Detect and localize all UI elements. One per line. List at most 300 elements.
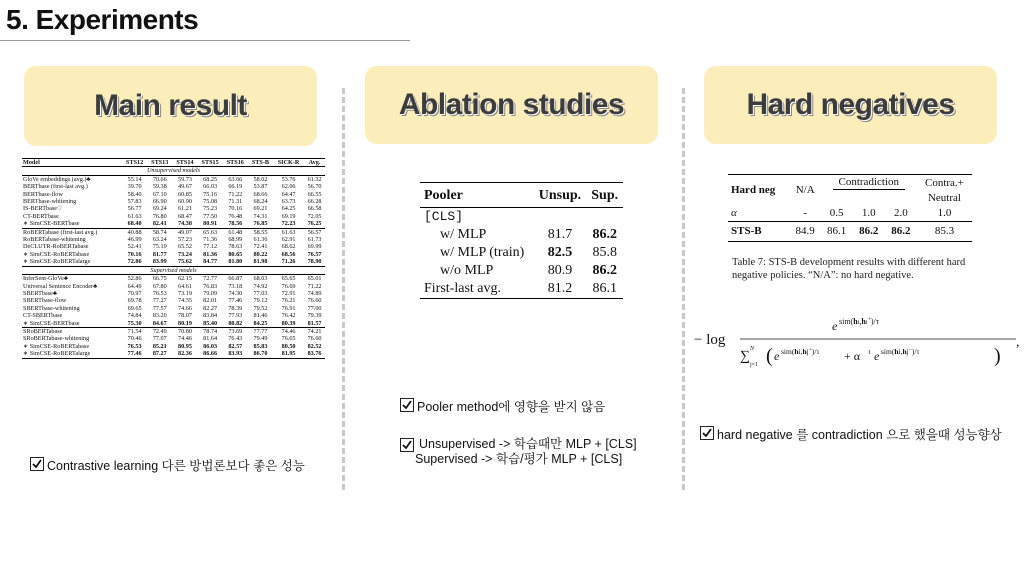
ablation-note-1-text: Pooler method에 영향을 받지 않음 xyxy=(417,400,606,414)
main-table-cell: 76.80 xyxy=(152,212,167,220)
checkbox-icon xyxy=(30,457,44,471)
main-result-note-text: Contrastive learning 다른 방법론보다 좋은 성능 xyxy=(47,459,305,473)
table-row xyxy=(22,275,325,283)
main-table-cell: 84.25 xyxy=(253,319,268,327)
main-table-cell: 68.56 xyxy=(281,250,296,258)
main-table-cell: 70.66 xyxy=(152,175,167,183)
main-table-cell: 68.47 xyxy=(177,212,192,220)
main-table-cell: 53.76 xyxy=(281,175,296,183)
main-table-cell: 70.46 xyxy=(127,335,142,343)
main-table-cell: 74.89 xyxy=(307,289,322,297)
main-table-cell: 65.63 xyxy=(198,228,223,236)
main-table-cell: 76.69 xyxy=(281,282,296,290)
main-table-cell: 71.22 xyxy=(228,190,243,198)
main-table-cell: 82.36 xyxy=(172,350,197,358)
main-table-cell: 86.70 xyxy=(248,350,273,358)
main-table-header: STS15 xyxy=(198,159,223,167)
table-row xyxy=(22,191,325,198)
main-table-model: InferSent-GloVe♣ xyxy=(23,275,68,283)
card-title-ablation: Ablation studies xyxy=(365,66,658,144)
main-table-cell: 81.80 xyxy=(228,258,243,266)
main-table-cell: 53.87 xyxy=(253,183,268,191)
main-table-cell: 74.30 xyxy=(228,289,243,297)
main-table-cell: 66.58 xyxy=(307,205,322,213)
ablation-cell: 81.7 xyxy=(547,227,573,242)
main-table-cell: 80.91 xyxy=(203,220,218,228)
main-table-cell: 87.27 xyxy=(147,350,172,358)
main-table-model: SBERTbase-whitening xyxy=(23,304,80,312)
table-row xyxy=(22,283,325,290)
main-table-header: SICK-R xyxy=(273,159,304,167)
ablation-note-2-line2: Supervised -> 학습/평가 MLP + [CLS] xyxy=(415,452,623,466)
main-table-model: ∗ SimCSE-RoBERTalarge xyxy=(22,350,122,358)
main-table-model: ∗ SimCSE-BERTbase xyxy=(23,319,80,327)
card-title-hard-negatives: Hard negatives xyxy=(704,66,997,144)
main-table-cell: 82.41 xyxy=(152,220,167,228)
main-table-cell: 61.73 xyxy=(307,236,322,244)
main-table-model: GloVe embeddings (avg.)♣ xyxy=(23,175,91,183)
main-table-cell: 75.16 xyxy=(203,190,218,198)
main-table-model: RoBERTabase-whitening xyxy=(23,236,86,244)
main-table-cell: 58.02 xyxy=(253,175,268,183)
main-table-cell: 75.19 xyxy=(152,243,167,251)
main-table-cell: 76.65 xyxy=(281,335,296,343)
main-table-cell: 71.36 xyxy=(203,236,218,244)
main-table-cell: 83.99 xyxy=(152,258,167,266)
main-table-cell: 76.53 xyxy=(152,289,167,297)
main-table-cell: 74.35 xyxy=(177,297,192,305)
hn-sts-cell: 86.2 xyxy=(885,222,917,242)
main-table-model: RoBERTabase (first-last avg.) xyxy=(22,228,122,236)
main-table-cell: 70.97 xyxy=(127,289,142,297)
main-table-cell: 77.57 xyxy=(152,304,167,312)
main-table-cell: 78.56 xyxy=(228,220,243,228)
main-table-cell: 79.49 xyxy=(253,335,268,343)
loss-formula xyxy=(694,312,1024,372)
main-table-section-label: Unsupervised models xyxy=(22,167,325,175)
main-table-cell: 80.50 xyxy=(281,342,296,350)
main-table-cell: 74.46 xyxy=(273,327,304,335)
main-table-cell: 61.63 xyxy=(127,212,142,220)
main-table-cell: 74.66 xyxy=(177,304,192,312)
main-table-cell: 78.74 xyxy=(198,327,223,335)
main-table-cell: 66.75 xyxy=(152,275,167,283)
main-table-cell: 79.39 xyxy=(307,312,322,320)
main-table-section-label: Supervised models xyxy=(22,266,325,274)
main-table-model: IS-BERTbase♡ xyxy=(23,205,63,213)
main-table-model: BERTbase-flow xyxy=(23,190,63,198)
main-table-cell: 77.46 xyxy=(228,297,243,305)
main-table-cell: 76.53 xyxy=(127,342,142,350)
main-table-cell: 65.52 xyxy=(177,243,192,251)
main-table-cell: 80.95 xyxy=(177,342,192,350)
table-row xyxy=(22,343,325,350)
main-table-cell: 82.57 xyxy=(228,342,243,350)
table-row xyxy=(22,236,325,243)
main-table-cell: 71.54 xyxy=(122,327,147,335)
hn-sts-cell: 86.1 xyxy=(821,222,853,242)
main-table-cell: 69.21 xyxy=(253,205,268,213)
main-table-cell: 78.39 xyxy=(228,304,243,312)
main-table-cell: 84.77 xyxy=(203,258,218,266)
main-table-cell: 61.63 xyxy=(273,228,304,236)
main-table-model: ∗ SimCSE-BERTbase xyxy=(23,220,80,228)
table-row xyxy=(22,305,325,312)
main-table-cell: 49.07 xyxy=(172,228,197,236)
svg-text:): ) xyxy=(994,345,1001,367)
table-row xyxy=(22,335,325,342)
main-table-cell: 77.03 xyxy=(253,289,268,297)
ablation-cell: 86.2 xyxy=(592,227,617,242)
main-table-cell: 76.91 xyxy=(281,304,296,312)
main-table-cell: 80.65 xyxy=(228,250,243,258)
main-table-cell: 85.21 xyxy=(152,342,167,350)
main-table-cell: 70.16 xyxy=(127,250,142,258)
main-table-cell: 68.99 xyxy=(228,236,243,244)
main-table-model: BERTbase-whitening xyxy=(23,198,77,206)
svg-text:+ α: + α xyxy=(844,349,861,363)
main-table-cell: 68.62 xyxy=(281,243,296,251)
main-table-cell: 72.49 xyxy=(147,327,172,335)
main-table-cell: 75.30 xyxy=(127,319,142,327)
main-table-cell: 68.40 xyxy=(127,220,142,228)
main-table-cell: 66.90 xyxy=(152,198,167,206)
main-table-cell: 56.77 xyxy=(127,205,142,213)
main-result-note xyxy=(30,456,305,474)
main-table-cell: 73.24 xyxy=(177,250,192,258)
main-table-cell: 82.27 xyxy=(203,304,218,312)
card-title-main-result: Main result xyxy=(24,66,317,146)
main-table-cell: 74.92 xyxy=(253,282,268,290)
main-table-cell: 52.41 xyxy=(127,243,142,251)
table-row xyxy=(22,290,325,297)
checkbox-icon xyxy=(400,398,414,412)
hard-neg-table xyxy=(728,174,972,242)
main-table-header: STS-B xyxy=(248,159,273,167)
main-table-cell: 81.77 xyxy=(152,250,167,258)
main-table-cell: 72.86 xyxy=(127,258,142,266)
ablation-header-unsup: Unsup. xyxy=(534,183,587,208)
main-table-header: Model xyxy=(22,159,122,167)
table-row xyxy=(22,220,325,228)
ablation-note-2 xyxy=(400,437,637,467)
main-table-cell: 75.08 xyxy=(203,198,218,206)
hn-alpha-cell: - xyxy=(803,207,807,219)
svg-text:sim(hi,hj−)/τ: sim(hi,hj−)/τ xyxy=(881,347,920,356)
svg-text:∑: ∑ xyxy=(740,349,750,364)
main-table-cell: 80.82 xyxy=(228,319,243,327)
ablation-cell: 82.5 xyxy=(547,245,573,260)
main-table-model: BERTbase (first-last avg.) xyxy=(23,183,88,191)
main-table-header: STS12 xyxy=(122,159,147,167)
main-table-cell: 39.70 xyxy=(127,183,142,191)
main-table-cell: 49.67 xyxy=(177,183,192,191)
main-table-cell: 85.83 xyxy=(253,342,268,350)
main-table-cell: 80.22 xyxy=(253,250,268,258)
ablation-cls-label: [CLS] xyxy=(424,209,464,224)
main-table-cell: 83.84 xyxy=(203,312,218,320)
main-table-cell: 68.03 xyxy=(253,275,268,283)
table-row xyxy=(22,312,325,319)
table-row xyxy=(22,251,325,258)
main-table-cell: 81.36 xyxy=(203,250,218,258)
main-table-cell: 74.21 xyxy=(304,327,325,335)
svg-text:,: , xyxy=(1016,335,1020,350)
svg-text:e: e xyxy=(832,319,838,333)
svg-text:j=1: j=1 xyxy=(750,362,759,368)
main-table-cell: 76.60 xyxy=(307,335,322,343)
ablation-table xyxy=(420,182,623,299)
table-row xyxy=(22,350,325,358)
svg-text:− log: − log xyxy=(694,332,726,348)
main-table-cell: 83.93 xyxy=(223,350,248,358)
main-table-cell: 81.64 xyxy=(203,335,218,343)
main-table-cell: 72.05 xyxy=(307,212,322,220)
main-table-cell: 71.31 xyxy=(228,198,243,206)
table-row xyxy=(22,327,325,335)
main-table-cell: 70.80 xyxy=(172,327,197,335)
column-divider xyxy=(682,88,685,490)
table-row xyxy=(22,297,325,304)
title-divider xyxy=(0,40,410,41)
main-table-cell: 56.70 xyxy=(307,183,322,191)
main-table-cell: 77.77 xyxy=(248,327,273,335)
svg-text:N: N xyxy=(750,346,755,352)
main-table-cell: 62.15 xyxy=(177,275,192,283)
ablation-cell: 81.2 xyxy=(534,280,587,299)
main-table-cell: 71.22 xyxy=(307,282,322,290)
hn-alpha-cell: 1.0 xyxy=(861,207,876,219)
main-table-cell: 67.80 xyxy=(152,282,167,290)
main-table-header: STS14 xyxy=(172,159,197,167)
hn-alpha-cell: 2.0 xyxy=(893,207,908,219)
main-table-cell: 79.09 xyxy=(203,289,218,297)
hn-sts-cell: 86.2 xyxy=(853,222,885,242)
svg-text:e: e xyxy=(874,349,880,363)
main-table-cell: 76.25 xyxy=(307,220,322,228)
checkbox-icon xyxy=(400,438,414,452)
main-table-cell: 84.67 xyxy=(152,319,167,327)
main-table-cell: 69.24 xyxy=(152,205,167,213)
svg-text:e: e xyxy=(774,349,780,363)
main-table-cell: 46.99 xyxy=(127,236,142,244)
main-table-cell: 72.41 xyxy=(253,243,268,251)
hn-header-contra-plus: Contra.+ xyxy=(917,175,972,192)
table-row xyxy=(22,205,325,212)
main-table-cell: 64.49 xyxy=(127,282,142,290)
ablation-row-label: First-last avg. xyxy=(420,280,534,299)
svg-text:sim(hi,hj+)/τ: sim(hi,hj+)/τ xyxy=(781,347,820,356)
main-table-cell: 71.26 xyxy=(281,258,296,266)
main-table-cell: 58.74 xyxy=(147,228,172,236)
hn-alpha-cell: 1.0 xyxy=(937,207,952,219)
main-table-header: STS13 xyxy=(147,159,172,167)
main-result-table xyxy=(22,158,325,359)
main-table-cell: 61.36 xyxy=(253,236,268,244)
main-table-cell: 74.46 xyxy=(177,335,192,343)
main-table-cell: 76.85 xyxy=(253,220,268,228)
ablation-row-label: w/ MLP (train) xyxy=(440,245,525,260)
main-table-cell: 74.84 xyxy=(127,312,142,320)
main-table-cell: 55.14 xyxy=(127,175,142,183)
main-table-cell: 70.16 xyxy=(228,205,243,213)
ablation-cell: 85.8 xyxy=(592,245,617,260)
hn-header-na: N/A xyxy=(790,175,821,207)
table-row xyxy=(22,198,325,205)
main-table-cell: 75.23 xyxy=(203,205,218,213)
table-row xyxy=(22,175,325,183)
ablation-note-1 xyxy=(400,397,605,415)
main-table-cell: 59.38 xyxy=(152,183,167,191)
main-table-cell: 76.57 xyxy=(307,250,322,258)
svg-text:sim(hi,hi+)/τ: sim(hi,hi+)/τ xyxy=(839,317,879,326)
main-table-cell: 76.42 xyxy=(281,312,296,320)
hn-sts-cell: 85.3 xyxy=(917,222,972,242)
main-table-cell: 76.60 xyxy=(307,297,322,305)
main-table-cell: 76.83 xyxy=(203,282,218,290)
main-table-cell: 66.87 xyxy=(228,275,243,283)
main-table-cell: 58.55 xyxy=(248,228,273,236)
main-table-cell: 64.47 xyxy=(281,190,296,198)
main-table-cell: 81.95 xyxy=(273,350,304,358)
ablation-row-label: w/o MLP xyxy=(440,263,494,278)
main-table-cell: 65.65 xyxy=(281,275,296,283)
main-table-cell: 64.61 xyxy=(177,282,192,290)
main-table-cell: 73.69 xyxy=(223,327,248,335)
main-table-model: Universal Sentence Encoder♣ xyxy=(23,282,98,290)
column-divider xyxy=(342,88,345,490)
ablation-cell: 86.1 xyxy=(586,280,623,299)
main-table-cell: 80.19 xyxy=(177,319,192,327)
ablation-row-label: w/ MLP xyxy=(440,227,487,242)
main-table-cell: 77.27 xyxy=(152,297,167,305)
main-table-model: ∗ SimCSE-RoBERTabase xyxy=(23,250,90,258)
main-table-cell: 72.91 xyxy=(281,289,296,297)
main-table-cell: 60.85 xyxy=(177,190,192,198)
main-table-cell: 76.48 xyxy=(228,212,243,220)
hn-header-neutral: Neutral xyxy=(927,192,961,204)
main-table-model: ∗ SimCSE-RoBERTabase xyxy=(23,342,90,350)
main-table-model: SRoBERTabase xyxy=(22,327,122,335)
main-table-cell: 61.21 xyxy=(177,205,192,213)
main-table-cell: 83.76 xyxy=(304,350,325,358)
main-table-cell: 60.90 xyxy=(177,198,192,206)
main-table-cell: 69.99 xyxy=(307,243,322,251)
main-table-cell: 69.78 xyxy=(127,297,142,305)
main-table-header: STS16 xyxy=(223,159,248,167)
main-table-cell: 68.24 xyxy=(253,198,268,206)
main-table-cell: 57.23 xyxy=(177,236,192,244)
main-table-cell: 66.55 xyxy=(307,190,322,198)
main-table-cell: 68.66 xyxy=(253,190,268,198)
main-table-cell: 79.52 xyxy=(253,304,268,312)
svg-text:1: 1 xyxy=(868,350,871,356)
main-table-model: ∗ SimCSE-RoBERTalarge xyxy=(23,258,91,266)
main-table-cell: 69.19 xyxy=(281,212,296,220)
hn-header-contradiction: Contradiction xyxy=(833,176,906,190)
main-table-cell: 76.21 xyxy=(281,297,296,305)
main-table-cell: 62.91 xyxy=(281,236,296,244)
main-table-cell: 77.50 xyxy=(203,212,218,220)
main-table-model: SBERTbase-flow xyxy=(23,297,67,305)
main-table-cell: 83.20 xyxy=(152,312,167,320)
main-table-cell: 81.57 xyxy=(307,319,322,327)
main-table-cell: 78.07 xyxy=(177,312,192,320)
main-table-cell: 77.07 xyxy=(152,335,167,343)
main-table-cell: 75.62 xyxy=(177,258,192,266)
main-table-cell: 85.40 xyxy=(203,319,218,327)
ablation-header-pooler: Pooler xyxy=(420,183,534,208)
main-table-cell: 74.31 xyxy=(253,212,268,220)
main-table-cell: 76.43 xyxy=(228,335,243,343)
main-table-cell: 62.06 xyxy=(281,183,296,191)
main-table-cell: 61.32 xyxy=(307,175,322,183)
main-table-cell: 73.19 xyxy=(177,289,192,297)
main-table-cell: 72.77 xyxy=(203,275,218,283)
svg-text:(: ( xyxy=(766,345,773,367)
main-table-cell: 66.03 xyxy=(203,183,218,191)
main-table-cell: 72.23 xyxy=(281,220,296,228)
main-table-cell: 80.39 xyxy=(281,319,296,327)
table-row xyxy=(22,243,325,250)
main-table-model: DeCLUTR-RoBERTabase xyxy=(23,243,89,251)
main-table-cell: 77.46 xyxy=(122,350,147,358)
table-row xyxy=(22,213,325,220)
hn-alpha-label: α xyxy=(731,207,737,219)
main-table-cell: 66.19 xyxy=(228,183,243,191)
main-table-cell: 73.18 xyxy=(228,282,243,290)
main-table-cell: 77.12 xyxy=(203,243,218,251)
main-table-cell: 77.00 xyxy=(307,304,322,312)
main-table-cell: 56.57 xyxy=(304,228,325,236)
hn-header-hardneg: Hard neg xyxy=(728,175,790,207)
main-table-model: CT-BERTbase xyxy=(23,212,59,220)
main-table-cell: 86.03 xyxy=(203,342,218,350)
ablation-header-sup: Sup. xyxy=(586,183,623,208)
hn-sts-label: STS-B xyxy=(728,222,790,242)
main-table-model: SRoBERTabase-whitening xyxy=(23,335,90,343)
ablation-cell: 80.9 xyxy=(547,263,573,278)
main-table-cell: 52.86 xyxy=(127,275,142,283)
main-table-cell: 86.66 xyxy=(198,350,223,358)
ablation-note-2-line1: Unsupervised -> 학습때만 MLP + [CLS] xyxy=(419,437,637,451)
main-table-cell: 79.12 xyxy=(253,297,268,305)
main-table-header: Avg. xyxy=(304,159,325,167)
table-row xyxy=(22,228,325,236)
checkbox-icon xyxy=(700,426,714,440)
hn-caption: Table 7: STS-B development results with different hard negative policies. “N/A”: no hard negative. xyxy=(732,257,966,281)
table-row xyxy=(22,258,325,266)
main-table-cell: 69.65 xyxy=(127,304,142,312)
main-table-model: SBERTbase♣ xyxy=(23,289,57,297)
main-table-cell: 63.24 xyxy=(152,236,167,244)
table-row xyxy=(22,183,325,190)
main-table-cell: 74.38 xyxy=(177,220,192,228)
main-table-cell: 81.98 xyxy=(253,258,268,266)
ablation-cell: 86.2 xyxy=(592,263,617,278)
slide-title: 5. Experiments xyxy=(6,4,199,35)
main-table-cell: 81.46 xyxy=(253,312,268,320)
main-table-model: CT-SBERTbase xyxy=(23,312,63,320)
main-table-cell: 67.10 xyxy=(152,190,167,198)
hard-neg-note xyxy=(700,425,1002,443)
main-table-cell: 77.93 xyxy=(228,312,243,320)
hn-sts-cell: 84.9 xyxy=(790,222,821,242)
main-table-cell: 82.52 xyxy=(307,342,322,350)
main-table-cell: 61.48 xyxy=(223,228,248,236)
main-table-cell: 57.83 xyxy=(127,198,142,206)
hard-neg-note-text: hard negative 를 contradiction 으로 했을때 성능향상 xyxy=(717,428,1002,442)
